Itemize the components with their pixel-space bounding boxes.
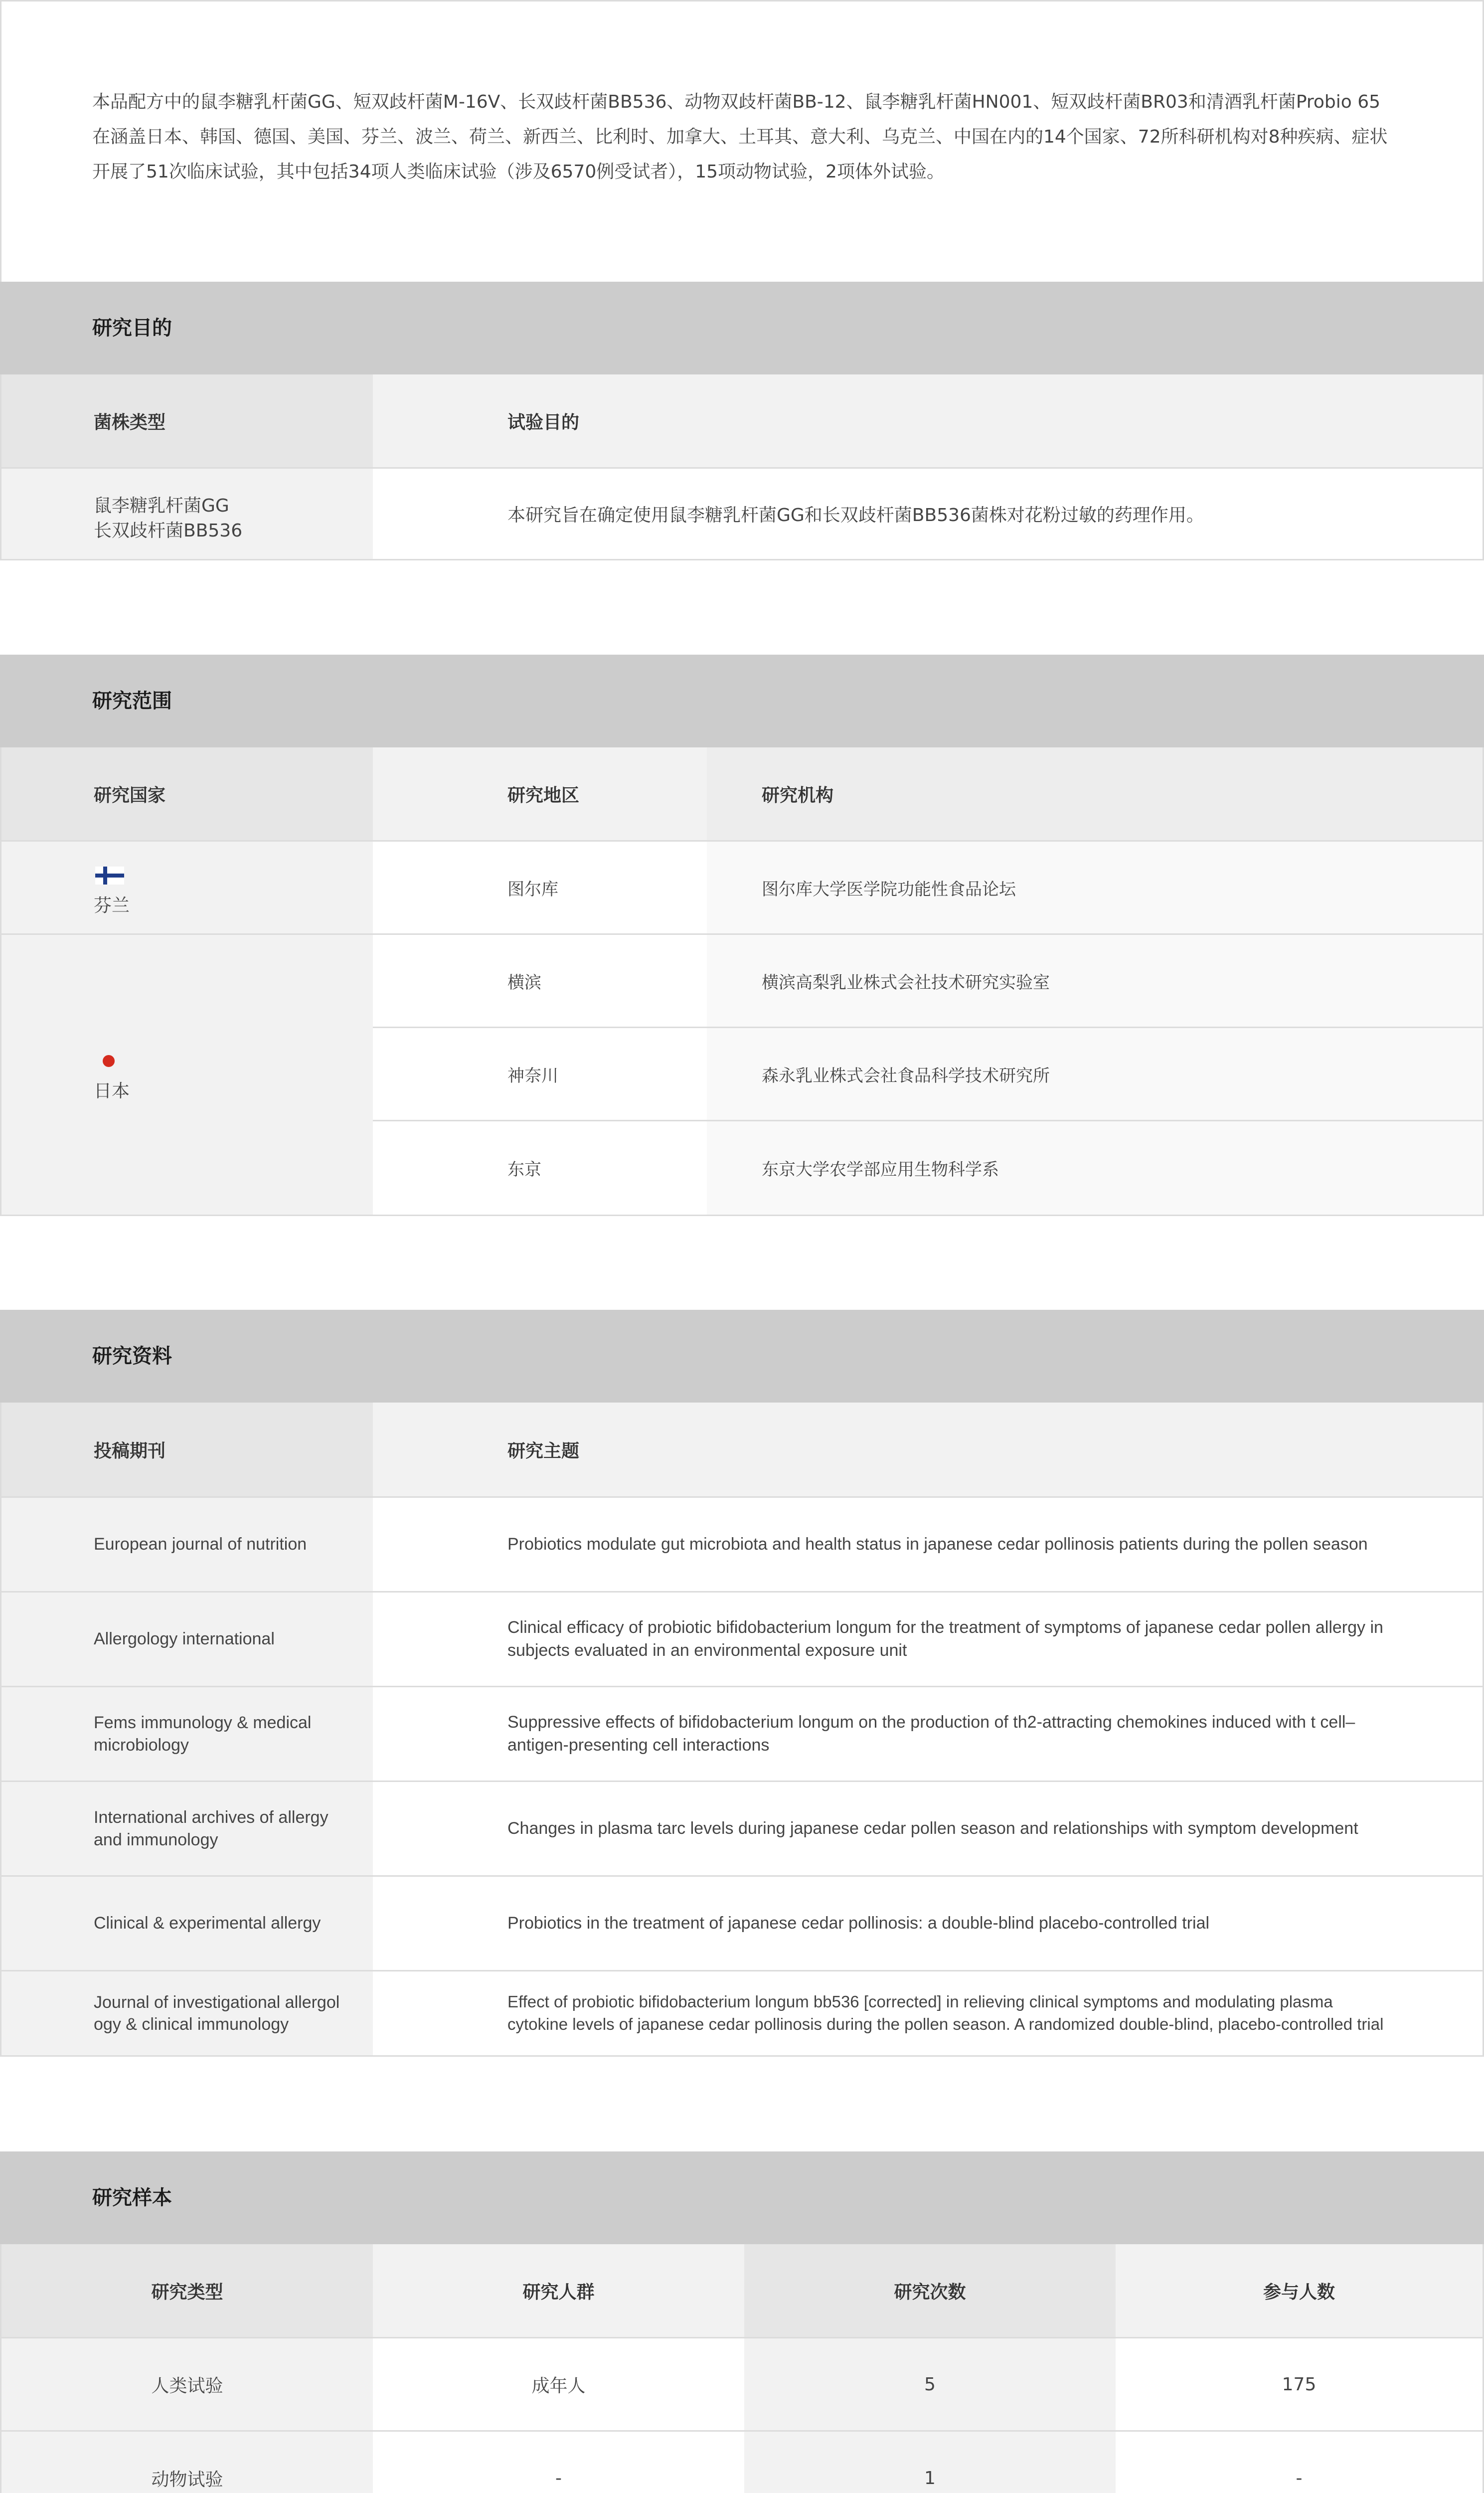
sample-header xyxy=(0,2151,1484,2244)
topic-text: Probiotics modulate gut microbiota and health status in japanese cedar pollinosis patients during the pollen season xyxy=(507,1534,1368,1554)
purpose-goal-cell: 本研究旨在确定使用鼠李糖乳杆菌GG和长双歧杆菌BB536菌株对花粉过敏的药理作用。 xyxy=(507,505,1204,526)
materials-row xyxy=(1,1498,1483,1591)
scope-org-kanagawa: 森永乳业株式会社食品科学技术研究所 xyxy=(707,1028,1483,1120)
scope-col-country: 研究国家 xyxy=(1,747,373,840)
scope-region-kanagawa: 神奈川 xyxy=(507,1066,558,1086)
purpose-col-goal: 试验目的 xyxy=(373,374,1483,467)
topic-text: Effect of probiotic bifidobacterium longum bb536 [corrected] in relieving clinical symptoms and modulating plasma cytokine levels of japanese cedar pollinosis during the pollen season. A randomized double-blind, placebo-controlled trial xyxy=(507,1992,1384,2033)
sample-cell-count: 1 xyxy=(744,2432,1116,2493)
sample-cell-population: - xyxy=(555,2468,562,2489)
country-name-japan: 日本 xyxy=(94,1081,130,1101)
topic-text: Probiotics in the treatment of japanese cedar pollinosis: a double-blind placebo-controlled trial xyxy=(507,1913,1210,1933)
sample-cell-type: 人类试验 xyxy=(1,2338,373,2430)
sample-cell-type: 动物试验 xyxy=(1,2432,373,2493)
finland-flag-icon xyxy=(95,867,124,885)
purpose-strain-line2: 长双歧杆菌BB536 xyxy=(94,521,243,541)
sample-col-count: 研究次数 xyxy=(744,2244,1116,2337)
materials-row xyxy=(1,1782,1483,1875)
topic-text: Changes in plasma tarc levels during japanese cedar pollen season and relationships with symptom development xyxy=(507,1818,1358,1838)
purpose-table xyxy=(0,374,1484,560)
materials-header xyxy=(0,1310,1484,1403)
journal-name: International archives of allergy and immunology xyxy=(1,1782,373,1875)
journal-name: European journal of nutrition xyxy=(1,1498,373,1591)
sample-col-type: 研究类型 xyxy=(1,2244,373,2337)
sample-cell-participants: 175 xyxy=(1282,2374,1317,2395)
intro-text: 本品配方中的鼠李糖乳杆菌GG、短双歧杆菌M-16V、长双歧杆菌BB536、动物双歧杆菌BB-12、鼠李糖乳杆菌HN001、短双歧杆菌BR03和清酒乳杆菌Probio 65在涵盖日本、韩国、德国、美国、芬兰、波兰、荷兰、新西兰、比利时、加拿大、土耳其、意大利、乌克兰、中国在内的14个国家、72所科研机构对8种疾病、症状开展了51次临床试验，其中包括34项人类临床试验（涉及6570例受试者），15项动物试验，2项体外试验。 xyxy=(92,92,1388,182)
materials-col-journal: 投稿期刊 xyxy=(1,1403,373,1496)
purpose-strain-line1: 鼠李糖乳杆菌GG xyxy=(94,496,229,516)
scope-region-tokyo: 东京 xyxy=(507,1160,541,1180)
journal-name: Journal of investigational allergology & clinical immunology xyxy=(1,1971,373,2055)
topic-text: Clinical efficacy of probiotic bifidobacterium longum for the treatment of symptoms of japanese cedar pollen allergy in subjects evaluated in an environmental exposure unit xyxy=(507,1617,1383,1660)
scope-title: 研究范围 xyxy=(92,690,172,712)
materials-table xyxy=(0,1403,1484,2057)
journal-name: Fems immunology & medical microbiology xyxy=(1,1687,373,1781)
journal-name: Allergology international xyxy=(1,1593,373,1686)
scope-region-turku: 图尔库 xyxy=(507,879,558,899)
scope-country-japan xyxy=(1,935,373,1215)
sample-cell-population: 成年人 xyxy=(531,2375,586,2396)
scope-country-finland xyxy=(1,842,373,933)
country-name-finland: 芬兰 xyxy=(94,895,130,916)
sample-table xyxy=(0,2244,1484,2493)
purpose-header xyxy=(0,282,1484,374)
materials-row xyxy=(1,1687,1483,1781)
purpose-col-strain: 菌株类型 xyxy=(1,374,373,467)
journal-name: Clinical & experimental allergy xyxy=(1,1877,373,1970)
materials-row xyxy=(1,1971,1483,2055)
sample-col-participants: 参与人数 xyxy=(1116,2244,1483,2337)
purpose-strain-cell xyxy=(1,469,373,559)
sample-cell-count: 5 xyxy=(744,2338,1116,2430)
sample-col-population: 研究人群 xyxy=(373,2244,744,2337)
scope-table xyxy=(0,747,1484,1216)
scope-org-tokyo: 东京大学农学部应用生物科学系 xyxy=(707,1121,1483,1215)
topic-text: Suppressive effects of bifidobacterium longum on the production of th2-attracting chemokines induced with t cell–antigen-presenting cell interactions xyxy=(507,1712,1355,1755)
sample-cell-participants: - xyxy=(1296,2468,1303,2489)
scope-col-region: 研究地区 xyxy=(373,747,707,840)
scope-col-org: 研究机构 xyxy=(707,747,1483,840)
sample-title: 研究样本 xyxy=(92,2186,172,2209)
japan-flag-icon xyxy=(101,1054,116,1068)
materials-col-topic: 研究主题 xyxy=(373,1403,1483,1496)
materials-row xyxy=(1,1593,1483,1686)
scope-org-yokohama: 横滨高梨乳业株式会社技术研究实验室 xyxy=(707,935,1483,1027)
purpose-title: 研究目的 xyxy=(92,317,172,340)
materials-row xyxy=(1,1877,1483,1970)
scope-header xyxy=(0,655,1484,747)
materials-title: 研究资料 xyxy=(92,1345,172,1368)
scope-org-turku: 图尔库大学医学院功能性食品论坛 xyxy=(707,842,1483,933)
scope-region-yokohama: 横滨 xyxy=(507,972,541,993)
